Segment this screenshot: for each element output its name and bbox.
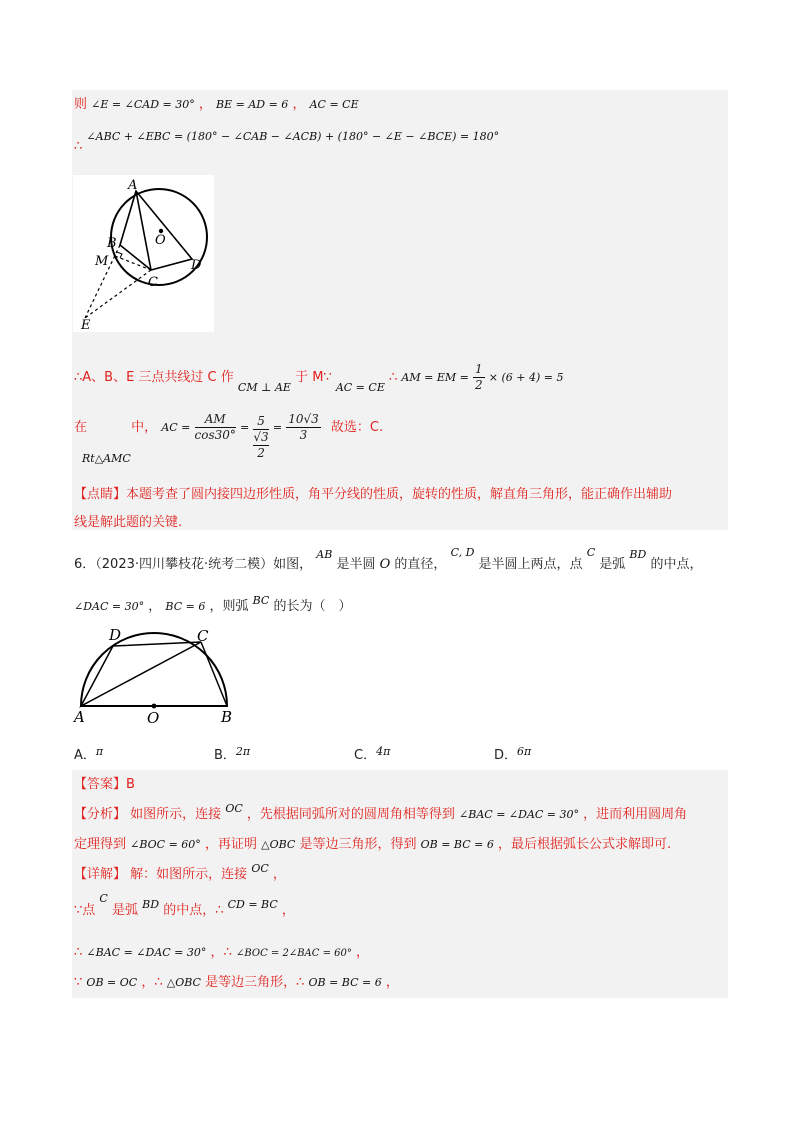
yu-m-text: 于 M∵ [295,370,332,385]
angle-boc-eq: ∠BOC = 2∠BAC = 60° [235,948,352,959]
comma: ， [198,97,212,112]
solution-line-4 [74,410,383,470]
am-numerator: AM [195,412,236,428]
label-D: D [191,258,202,273]
label-M: M [95,254,109,269]
figure-semicircle [73,624,243,726]
cos30-denominator: cos30° [194,428,236,442]
choice-value: 4π [376,745,391,758]
choice-letter: C． [354,748,377,763]
fenxi-text: ，先根据同弧所对的圆周角相等得到 [246,807,455,822]
ob-bc-eq: OB = BC = 6 [420,838,494,851]
fenxi-line-1 [74,802,688,830]
xiangjie-text: 的中点，∴ [163,903,224,918]
half-denominator: 2 [475,378,483,392]
ac-eq: AC = [161,421,191,434]
bd-label: BD [142,898,160,911]
label-O: O [147,709,160,726]
choice-letter: D． [494,748,518,763]
o-label: O [379,557,391,572]
collinear-text: ∴A、B、E 三点共线过 C 作 [74,370,234,385]
ac-eq-ce: AC = CE [335,381,385,394]
choice-c[interactable] [354,744,390,763]
angle-boc-eq: ∠BOC = 60° [130,838,201,851]
ze-text: 则 [74,97,88,112]
fenxi-text: ，最后根据弧长公式求解即可. [497,837,672,852]
am-eq-em: AM = EM = [401,371,469,384]
label-C: C [197,627,209,645]
fraction-5-root3-over-2 [253,414,268,461]
text-length: 的长为（ ） [273,599,352,614]
text-two-points: 是半圆上两点，点 [478,557,583,572]
angle-dac: ∠DAC = 30° [74,600,145,613]
xiangjie-text: 是弧 [111,903,138,918]
c-label: C [586,546,596,559]
xiangjie-line-1 [74,862,286,890]
label-A: A [74,708,85,726]
angle-sum-equation: ∠ABC + ∠EBC = (180° − ∠CAB − ∠ACB) + (180° − ∠E − ∠BCE) = 180° [86,130,500,143]
choice-letter: A． [74,748,96,763]
oc-label: OC [225,802,243,815]
arc-cd-eq-bc: CD = BC [227,898,278,911]
therefore-symbol: ∴ [389,370,398,385]
fenxi-text: 定理得到 [74,837,127,852]
question-prefix: 6．（2023·四川攀枝花·统考二模）如图， [74,557,313,572]
choice-value: π [95,745,104,758]
comma: ， [148,599,162,614]
dianjing-line-2: 线是解此题的关键. [74,515,183,530]
zai-text: 在 [74,420,88,435]
comma: ， [356,945,370,960]
angle-bac-eq: ∠BAC = ∠DAC = 30° [86,946,207,959]
bc-eq-6: BC = 6 [165,600,206,613]
comma: ， [292,97,306,112]
therefore-symbol: ∴ [74,945,83,960]
equals: = [240,421,250,434]
half-product: × (6 + 4) = 5 [488,371,564,384]
text-arc: 是弧 [599,557,626,572]
text-diameter: 的直径， [394,557,447,572]
fenxi-line-2 [74,836,671,854]
eq-angle: ∠E = ∠CAD = 30° [91,98,195,111]
fenxi-text: 如图所示，连接 [130,807,222,822]
xiangjie-line-4 [74,974,399,992]
zhong-text: 中， [131,420,158,435]
cd-label: C, D [450,546,475,559]
label-B: B [221,708,233,726]
solution-line-1 [74,96,359,114]
fraction-10root3-over-3 [286,412,321,443]
root3: √3 [253,430,269,444]
therefore-symbol: ，∴ [210,945,232,960]
label-E: E [81,318,91,332]
ten-root3-numerator: 10√3 [288,412,319,426]
because-symbol: ∵ [74,975,83,990]
figure-circle-quadrilateral [73,175,214,332]
solution-line-2 [74,128,500,154]
oc-label: OC [251,862,269,875]
ab-label: AB [316,548,333,561]
eq-be-ad: BE = AD = 6 [216,98,289,111]
xiangjie-text: 解：如图所示，连接 [130,867,248,882]
two-denominator: 2 [257,446,265,460]
comma: ， [385,975,399,990]
label-B: B [107,236,117,251]
text-half-circle: 是半圆 [336,557,376,572]
eq-ac-ce: AC = CE [309,98,359,111]
ob-eq-oc: OB = OC [86,976,138,989]
answer-tag: 【答案】B [74,777,135,792]
choice-b[interactable] [214,744,250,763]
three-denominator: 3 [299,428,308,442]
therefore-symbol: ∴ [74,139,83,154]
fenxi-text: 是等边三角形，得到 [299,837,417,852]
choice-value: 2π [235,745,251,758]
label-D: D [109,626,122,644]
five-numerator: 5 [253,414,268,430]
question-6-line-1 [74,546,703,582]
dianjing-line-1: 【点睛】本题考查了圆内接四边形性质，角平分线的性质，旋转的性质，解直角三角形，能正确作出辅助 [74,487,673,502]
choice-a[interactable] [74,744,103,763]
text-arc: ，则弧 [209,599,249,614]
therefore-symbol: ，∴ [141,975,163,990]
fenxi-text: ，进而利用圆周角 [583,807,688,822]
xiangjie-line-3 [74,944,369,963]
cm-perp-ae: CM ⊥ AE [237,381,291,394]
fraction-half [473,362,485,393]
angle-bac-eq: ∠BAC = ∠DAC = 30° [459,808,580,821]
xiangjie-line-2 [74,892,295,926]
choice-d[interactable] [494,744,531,763]
choice-value: 6π [517,745,532,758]
choose-c-text: 故选：C. [330,420,384,435]
semicircle-figure-svg [73,624,243,726]
bd-label: BD [629,548,647,561]
label-A: A [128,178,138,193]
equals: = [272,421,283,434]
half-numerator: 1 [475,362,483,376]
rt-triangle-amc: Rt△AMC [82,452,131,465]
fenxi-text: ，再证明 [204,837,257,852]
fraction-am-cos [195,412,236,443]
text-midpoint: 的中点， [650,557,703,572]
comma: ， [272,867,286,882]
triangle-obc: △OBC [261,838,296,851]
label-C: C [148,275,158,290]
choice-letter: B． [214,748,236,763]
xiangjie-text: 是等边三角形，∴ [205,975,305,990]
circle-figure-svg [73,175,214,332]
c-label: C [99,892,108,905]
bc-label: BC [252,594,270,607]
solution-line-3 [74,362,564,392]
because-point: ∵点 [74,903,96,918]
xiangjie-tag: 【详解】 [74,867,127,882]
comma: ， [281,903,295,918]
fenxi-tag: 【分析】 [74,807,127,822]
label-O: O [155,233,166,248]
ob-bc-eq: OB = BC = 6 [308,976,382,989]
triangle-obc: △OBC [166,976,201,989]
question-6-line-2 [74,594,352,616]
